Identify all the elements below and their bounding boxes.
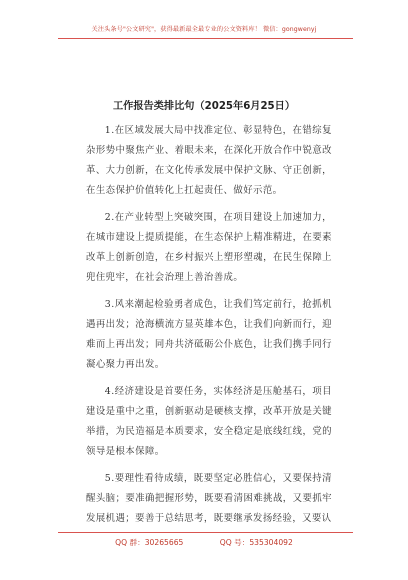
- footer-qq-number: QQ 号：535304092: [219, 538, 293, 547]
- page-title: 工作报告类排比句（2025年6月25日）: [112, 101, 296, 112]
- footer-divider: [58, 532, 353, 533]
- paragraph-2: 2.在产业转型上突破突围，在项目建设上加速加力，在城市建设上提质提能，在生态保护上精准精进，在要素改革上创新创造，在乡村振兴上塑形塑魂，在民生保障上兜住兜牢，在社会治理上善治善成。: [86, 212, 332, 283]
- footer: [0, 537, 408, 548]
- header-banner: 关注头条号"公文研究"，获得最新最全最专业的公文资料库！ 微信：gongwenyj: [91, 26, 317, 33]
- paragraph-1: 1.在区域发展大局中找准定位、彰显特色，在错综复杂形势中聚焦产业、着眼未来，在深化开放合作中锐意改革、大力创新，在文化传承发展中保护文脉、守正创新，在生态保护价值转化上扛起责任、做好示范。: [86, 125, 332, 196]
- paragraph-4: 4.经济建设是首要任务，实体经济是压舱基石，项目建设是重中之重，创新驱动是硬核支撑，改革开放是关键举措，为民造福是本质要求，安全稳定是底线红线，党的领导是根本保障。: [86, 386, 332, 457]
- document-body: [86, 121, 332, 536]
- paragraph-3: 3.风来潮起检验勇者成色，让我们笃定前行，抢抓机遇再出发；沧海横流方显英雄本色，让我们向新而行，迎难而上再出发；同舟共济砥砺公仆底色，让我们携手同行凝心聚力再出发。: [86, 299, 332, 370]
- header-divider: [58, 38, 353, 39]
- paragraph-5: 5.要理性看待成绩，既要坚定必胜信心，又要保持清醒头脑；要准确把握形势，既要看清困难挑战，又要抓牢发展机遇；要善于总结思考，既要继承发扬经验，又要认: [86, 473, 332, 524]
- footer-qq-group: QQ 群：30265665: [115, 538, 184, 547]
